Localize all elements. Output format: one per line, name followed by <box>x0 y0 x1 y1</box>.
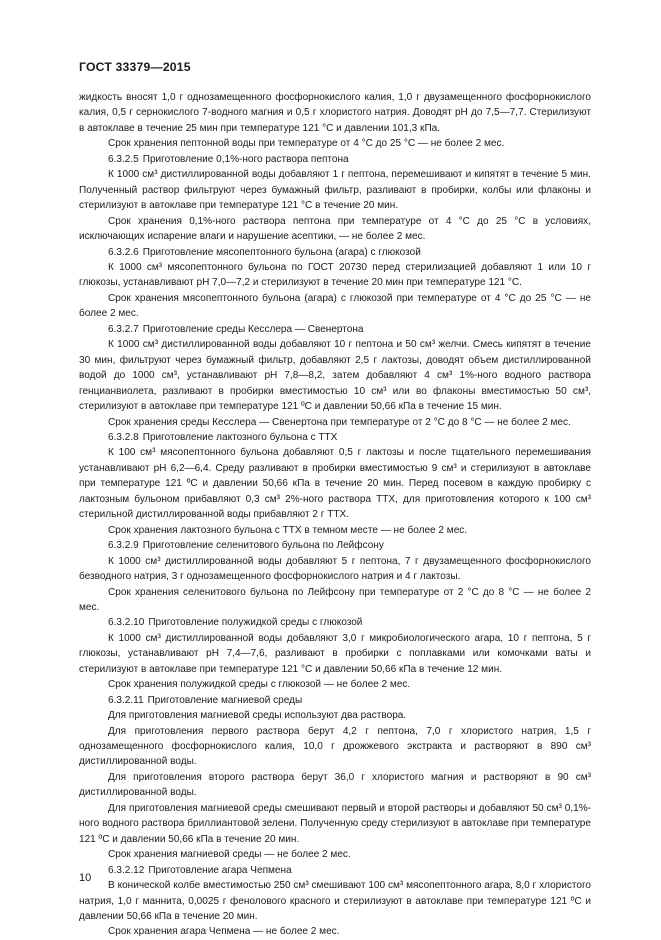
paragraph: Срок хранения 0,1%-ного раствора пептона при температуре от 4 °С до 25 °С в условиях, исключающих испарение влаги и нарушение асептики, — не более 2 мес. <box>79 215 591 243</box>
section-heading <box>79 693 591 708</box>
section-number: 6.3.2.12 <box>108 864 145 876</box>
paragraph: К 1000 см³ дистиллированной воды добавляют 1 г пептона, перемешивают и кипятят в течение 5 мин. Полученный раствор фильтруют через бумажный фильтр, разливают в пробирки, колбы или флаконы и стерилизуют в автоклаве при температуре 121 °С в течение 20 мин. <box>79 169 591 212</box>
paragraph: Для приготовления магниевой среды смешивают первый и второй растворы и добавляют 50 см³ 0,1%-ного водного раствора бриллиантовой зелени. Полученную среду стерилизуют в автоклаве при температуре 121 ºС и давлении 50,66 кПа в течение 20 мин. <box>79 802 591 845</box>
paragraph: Срок хранения полужидкой среды с глюкозой — не более 2 мес. <box>108 679 411 691</box>
paragraph: В конической колбе вместимостью 250 см³ смешивают 100 см³ мясопептонного агара, 8,0 г хлористого натрия, 1,0 г маннита, 0,0025 г фенолового красного и стерилизуют в автоклаве при температуре 121 ºС и давлении 50,66 кПа в течение 20 мин. <box>79 880 591 923</box>
section-heading <box>79 245 591 260</box>
section-title: Приготовление лактозного бульона с ТТХ <box>142 431 338 443</box>
paragraph: Срок хранения лактозного бульона с ТТХ в темном месте — не более 2 мес. <box>108 524 468 536</box>
section-number: 6.3.2.7 <box>108 323 139 335</box>
section-heading <box>79 538 591 553</box>
paragraph: К 100 см³ мясопептонного бульона добавляют 0,5 г лактозы и после тщательного перемешивания устанавливают pH 6,2—6,4. Среду разливают в пробирки вместимостью 9 см³ и стерилизуют в автоклаве при температуре 121 ºС и давлении 50,66 кПа в течение 20 мин. Перед посевом в каждую пробирку с лактозным бульоном прибавляют 0,3 см³ 2%-ного раствора ТТХ, для приготовления которого к 100 см³ стерильной дистиллированной воды прибавляют 2 г ТТХ. <box>79 447 591 521</box>
section-number: 6.3.2.10 <box>108 617 145 629</box>
section-heading <box>79 322 591 337</box>
paragraph: Для приготовления второго раствора берут 36,0 г хлористого магния и растворяют в 90 см³ дистиллированной воды. <box>79 771 591 799</box>
section-title: Приготовление мясопептонного бульона (агара) с глюкозой <box>142 246 421 258</box>
paragraph: Для приготовления магниевой среды используют два раствора. <box>108 710 407 722</box>
paragraph: Срок хранения мясопептонного бульона (агара) с глюкозой при температуре от 4 °С до 25 °С — не более 2 мес. <box>79 292 591 320</box>
paragraph: К 1000 см³ мясопептонного бульона по ГОСТ 20730 перед стерилизацией добавляют 1 или 10 г глюкозы, устанавливают pH 7,0—7,2 и стерилизуют в течение 20 мин при температуре 121 °С. <box>79 261 591 289</box>
paragraph: Срок хранения пептонной воды при температуре от 4 °С до 25 °С — не более 2 мес. <box>108 138 505 150</box>
section-number: 6.3.2.5 <box>108 153 139 165</box>
section-title: Приготовление агара Чепмена <box>148 864 292 876</box>
paragraph: Срок хранения магниевой среды — не более 2 мес. <box>108 849 351 861</box>
page-number: 10 <box>79 872 92 884</box>
section-title: Приготовление 0,1%-ного раствора пептона <box>142 153 349 165</box>
section-title: Приготовление среды Кесслера — Свенертона <box>142 323 364 335</box>
paragraph: Срок хранения агара Чепмена — не более 2 мес. <box>108 926 340 938</box>
section-heading <box>79 430 591 445</box>
section-number: 6.3.2.11 <box>108 694 144 706</box>
paragraph: К 1000 см³ дистиллированной воды добавляют 3,0 г микробиологического агара, 10 г пептона, 5 г глюкозы, устанавливают pH 7,4—7,6, разливают в пробирки с поплавками или комочками ваты и стерилизуют в автоклаве при температуре 121 °С и давлении 50,66 кПа в течение 12 мин. <box>79 632 591 675</box>
section-title: Приготовление полужидкой среды с глюкозой <box>148 617 363 629</box>
section-heading <box>79 152 591 167</box>
document-header: ГОСТ 33379—2015 <box>79 60 191 74</box>
section-title: Приготовление селенитового бульона по Лейфсону <box>142 540 384 552</box>
paragraph: Срок хранения селенитового бульона по Лейфсону при температуре от 2 °С до 8 °С — не более 2 мес. <box>79 586 591 613</box>
section-number: 6.3.2.8 <box>108 431 139 443</box>
section-heading <box>79 615 591 630</box>
paragraph: Срок хранения среды Кесслера — Свенертона при температуре от 2 °С до 8 °С — не более 2 мес. <box>108 416 571 428</box>
section-heading <box>79 863 591 878</box>
paragraph: жидкость вносят 1,0 г однозамещенного фосфорнокислого калия, 1,0 г двузамещенного фосфорнокислого калия, 0,5 г сернокислого 7-водного магния и 0,5 г хлористого натрия. Доводят pH до 7,5—7,7. Стерилизуют в автоклаве в течение 25 мин при температуре 121 °С и давлении 101,3 кПа. <box>79 92 591 134</box>
document-body <box>79 90 591 940</box>
section-title: Приготовление магниевой среды <box>147 694 303 706</box>
section-number: 6.3.2.9 <box>108 540 139 552</box>
paragraph: К 1000 см³ дистиллированной воды добавляют 10 г пептона и 50 см³ желчи. Смесь кипятят в течение 30 мин, фильтруют через бумажный фильтр, добавляют 2,5 г лактозы, доводят объем дистиллированной водой до 1000 см³, устанавливают pH 7,8—8,2, затем добавляют 4 см³ 1%-ного водного раствора генцианвиолета, разливают в пробирки вместимостью 10 см³ или во флаконы вместимостью 50 см³, стерилизуют в автоклаве при температуре 121 ºС и давлении 50,66 кПа в течение 15 мин. <box>79 339 591 413</box>
paragraph: К 1000 см³ дистиллированной воды добавляют 5 г пептона, 7 г двузамещенного фосфорнокислого безводного натрия, 3 г однозамещенного фосфорнокислого натрия и 4 г лактозы. <box>79 555 591 583</box>
paragraph: Для приготовления первого раствора берут 4,2 г пептона, 7,0 г хлористого натрия, 1,5 г однозамещенного фосфорнокислого калия, 10,0 г дрожжевого экстракта и растворяют в 890 см³ дистиллированной воды. <box>79 725 591 768</box>
section-number: 6.3.2.6 <box>108 246 139 258</box>
